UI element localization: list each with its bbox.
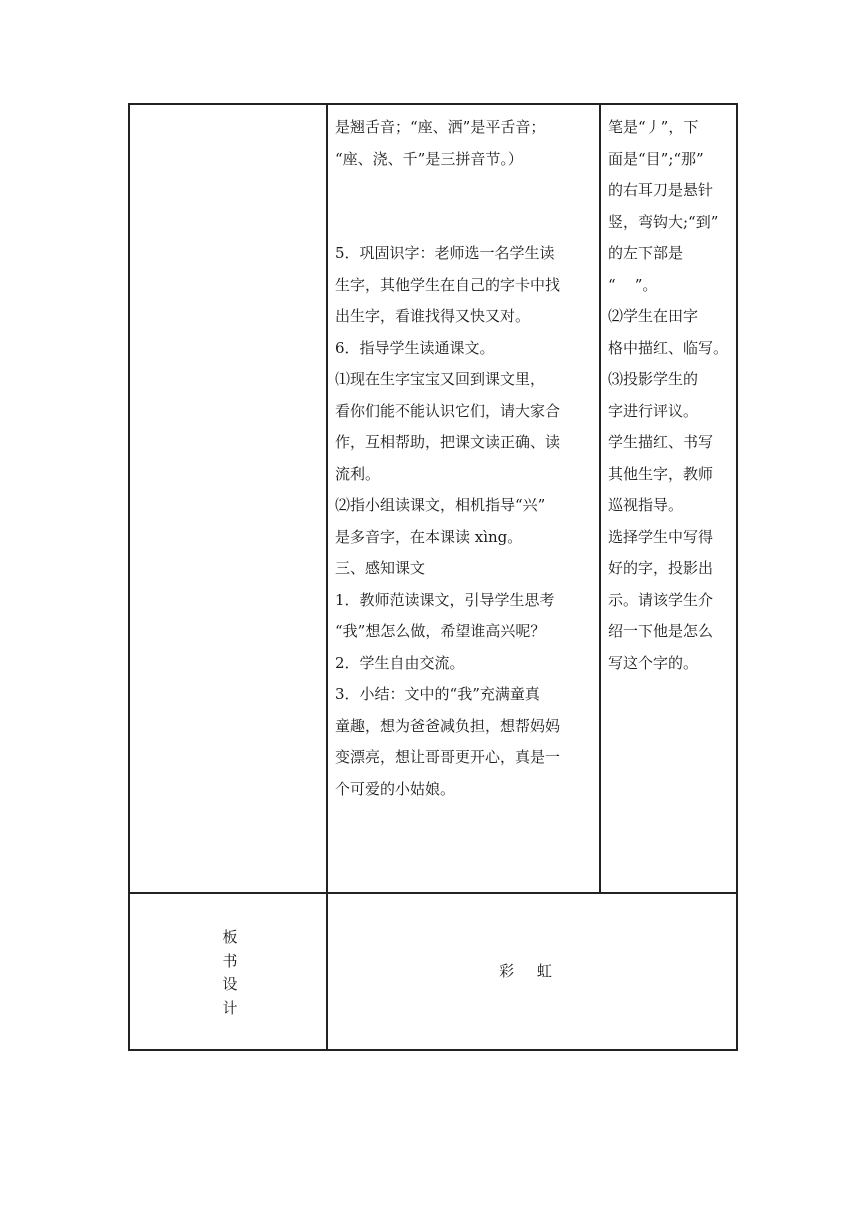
text-line: 写这个字的。	[608, 653, 699, 672]
text-line: 其他生字，教师	[608, 464, 714, 483]
text-line: 好的字，投影出	[608, 559, 714, 577]
text-line: 字进行评议。	[608, 401, 699, 420]
text-line: ⑶投影学生的	[608, 370, 699, 388]
text-line: 个可爱的小姑娘。	[335, 779, 456, 798]
text-line: 巡视指导。	[608, 496, 684, 514]
table-column-divider-right	[599, 103, 601, 893]
text-line: 生字，其他学生在自己的字卡中找	[335, 275, 561, 294]
text-line: 1．教师范读课文，引导学生思考	[335, 590, 555, 609]
teaching-process-cell	[335, 112, 595, 805]
text-line: 示。请该学生介	[608, 590, 714, 609]
text-line: 面是“目”;“那”	[608, 149, 704, 168]
label-char: 书	[222, 951, 238, 970]
text-line: 笔是“丿”，下	[608, 118, 699, 136]
table-border-bottom	[128, 1049, 738, 1051]
table-border-top	[128, 103, 738, 105]
text-line: “座、浇、千”是三拼音节。）	[335, 149, 523, 168]
text-line: 流利。	[335, 464, 381, 483]
text-line: 的左下部是	[608, 244, 684, 262]
board-design-title: 彩 虹	[499, 962, 561, 980]
text-line: 格中描红、临写。	[608, 338, 729, 357]
text-line: ⑵指小组读课文，相机指导“兴”	[335, 496, 546, 514]
text-line: 看你们能不能认识它们，请大家合	[335, 401, 561, 420]
board-design-label	[200, 926, 260, 1020]
text-line: 竖，弯钩大;“到”	[608, 212, 719, 231]
text-line: “ ”。	[608, 275, 658, 294]
student-activity-cell	[608, 112, 732, 679]
text-line: 童趣，想为爸爸减负担，想帮妈妈	[335, 716, 561, 735]
text-line: ⑵学生在田字	[608, 307, 699, 325]
text-line: 5．巩固识字：老师选一名学生读	[335, 244, 555, 262]
text-line: 学生描红、书写	[608, 433, 714, 451]
table-column-divider	[326, 103, 328, 1051]
text-line: 是多音字，在本课读 xìng。	[335, 527, 523, 546]
text-line: ⑴现在生字宝宝又回到课文里，	[335, 370, 546, 388]
table-border-right	[736, 103, 738, 1051]
text-line: 3．小结：文中的“我”充满童真	[335, 685, 540, 703]
table-row-divider	[128, 892, 738, 894]
text-line: 的右耳刀是悬针	[608, 181, 714, 199]
label-char: 计	[222, 998, 238, 1017]
text-line: 作，互相帮助，把课文读正确、读	[335, 433, 561, 451]
table-border-left	[128, 103, 130, 1051]
text-line: 2．学生自由交流。	[335, 653, 465, 672]
label-char: 设	[222, 975, 238, 993]
text-line: 三、感知课文	[335, 559, 426, 577]
text-line: 出生字，看谁找得又快又对。	[335, 307, 531, 325]
text-line: 6．指导学生读通课文。	[335, 338, 495, 357]
text-line: 是翘舌音；“座、洒”是平舌音；	[335, 118, 546, 136]
text-line: 绍一下他是怎么	[608, 622, 714, 640]
text-line: “我”想怎么做，希望谁高兴呢？	[335, 622, 546, 640]
label-char: 板	[222, 928, 238, 946]
text-line: 变漂亮，想让哥哥更开心，真是一	[335, 748, 561, 766]
text-line: 选择学生中写得	[608, 527, 714, 546]
spacer	[335, 175, 595, 238]
